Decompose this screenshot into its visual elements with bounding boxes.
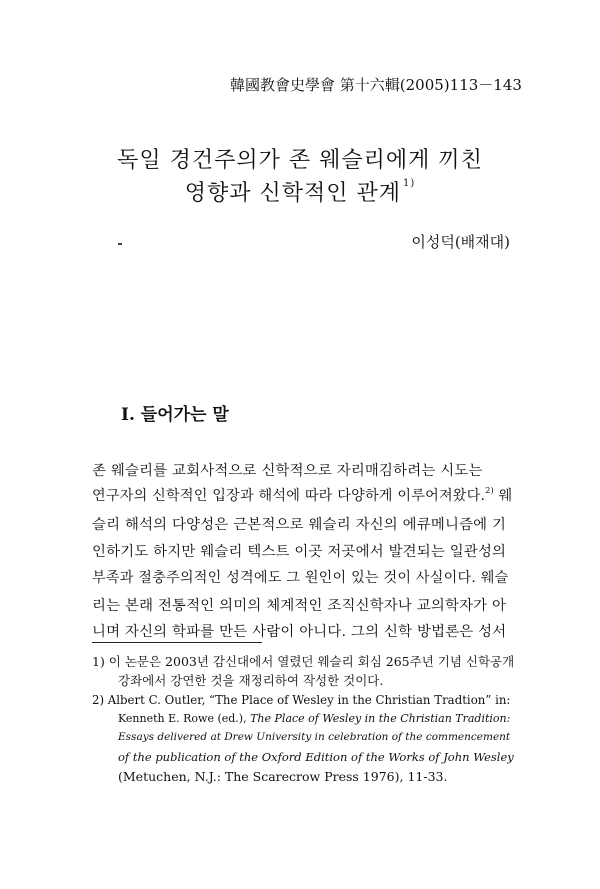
- footnote-ref-2: 2): [485, 486, 494, 495]
- paragraph-line: 리는 본래 전통적인 의미의 체계적인 조직신학자나 교의학자가 아: [92, 598, 507, 614]
- paragraph-text: 웨: [493, 488, 513, 504]
- paragraph-line: [92, 485, 512, 505]
- stray-mark: [118, 243, 122, 245]
- paragraph-text: 연구자의 신학적인 입장과 해석에 따라 다양하게 이루어져왔다.: [92, 488, 486, 504]
- footnote-2-text: Kenneth E. Rowe (ed.),: [118, 712, 251, 725]
- paragraph-line: 부족과 절충주의적인 성격에도 그 원인이 있는 것이 사실이다. 웨슬: [92, 570, 509, 586]
- title-text-1: 독일 경건주의가 존 웨슬리에게 끼친: [117, 148, 483, 173]
- paragraph-line: 니며 자신의 학파를 만든 사람이 아니다. 그의 신학 방법론은 성서: [92, 624, 507, 640]
- page-range: 113－143: [449, 76, 522, 94]
- journal-name: 韓國教會史學會 第十六輯(2005): [230, 76, 450, 94]
- footnote-divider: [92, 642, 262, 643]
- footnote-1-line-1: 1) 이 논문은 2003년 감신대에서 열렸던 웨슬리 회심 265주년 기념 신학공개: [92, 654, 515, 669]
- title-footnote-ref: 1): [403, 178, 416, 189]
- author-byline: 이성덕(배재대): [411, 233, 510, 251]
- section-heading: I. 들어가는 말: [121, 405, 229, 425]
- footnote-2-line-4: [118, 750, 514, 764]
- title-text-2: 영향과 신학적인 관계: [184, 181, 401, 206]
- footnote-2-line-1: 2) Albert C. Outler, “The Place of Wesley in the Christian Tradtion” in:: [92, 693, 511, 707]
- footnote-2-line-3: [118, 731, 510, 743]
- article-title-line-1: [100, 143, 500, 174]
- footnote-2-book-title: of the publication of the Oxford Edition of the Works of John Wesley: [118, 750, 514, 764]
- footnote-2-book-title: The Place of Wesley in the Christian Tradition:: [250, 712, 511, 725]
- paragraph-line: 인하기도 하지만 웨슬리 텍스트 이곳 저곳에서 발견되는 일관성의: [92, 544, 507, 560]
- running-header: [230, 74, 522, 95]
- footnote-2-line-5: (Metuchen, N.J.: The Scarecrow Press 1976), 11-33.: [118, 769, 448, 784]
- paragraph-line: 존 웨슬리를 교회사적으로 신학적으로 자리매김하려는 시도는: [92, 463, 483, 479]
- article-title-line-2: [100, 176, 500, 207]
- footnote-1-line-2: 강좌에서 강연한 것을 재정리하여 작성한 것이다.: [118, 673, 384, 688]
- paragraph-line: 슬리 해석의 다양성은 근본적으로 웨슬리 자신의 에큐메니즘에 기: [92, 517, 507, 533]
- footnote-2-line-2: [118, 712, 510, 725]
- footnote-2-book-title: Essays delivered at Drew University in celebration of the commencement: [118, 731, 511, 743]
